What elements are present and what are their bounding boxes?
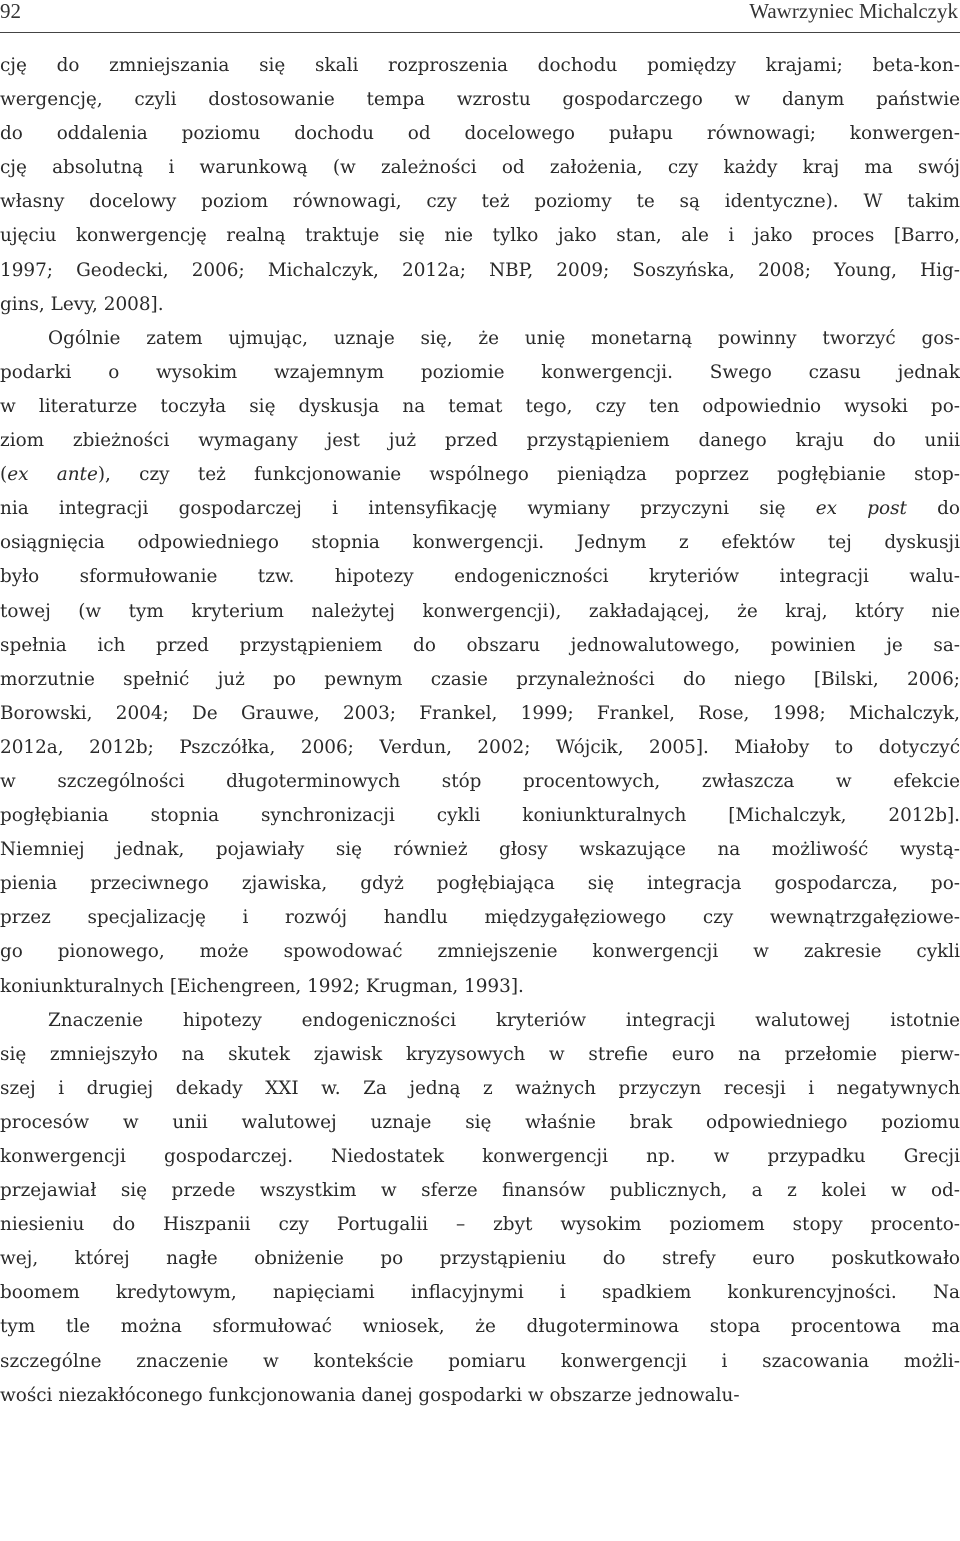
text-line: boomem kredytowym, napięciami inflacyjnymi i spadkiem konkurencyjności. Na [0, 1282, 960, 1304]
paragraph [0, 49, 960, 322]
running-head-author: Wawrzyniec Michalczyk [749, 0, 958, 23]
text-line: podarki o wysokim wzajemnym poziomie konwergencji. Swego czasu jednak [0, 361, 960, 383]
text-line: 1997; Geodecki, 2006; Michalczyk, 2012a; NBP, 2009; Soszyńska, 2008; Young, Hig- [0, 259, 960, 281]
text-line: tym tle można sformułować wniosek, że długoterminowa stopa procentowa ma [0, 1316, 960, 1338]
text-line: 2012a, 2012b; Pszczółka, 2006; Verdun, 2002; Wójcik, 2005]. Miałoby to dotyczyć [0, 736, 960, 758]
text-line: procesów w unii walutowej uznaje się właśnie brak odpowiedniego poziomu [0, 1111, 960, 1133]
text-line: w literaturze toczyła się dyskusja na temat tego, czy ten odpowiednio wysoki po- [0, 395, 960, 417]
running-head [0, 0, 960, 33]
text-line: (ex ante), czy też funkcjonowanie wspólnego pieniądza poprzez pogłębianie stop- [0, 464, 960, 486]
text-line: konwergencji gospodarczej. Niedostatek konwergencji np. w przypadku Grecji [0, 1146, 960, 1167]
text-line: w szczególności długoterminowych stóp procentowych, zwłaszcza w efekcie [0, 770, 960, 792]
text-line: osiągnięcia odpowiedniego stopnia konwergencji. Jednym z efektów tej dyskusji [0, 532, 960, 554]
text-line: się zmniejszyło na skutek zjawisk kryzysowych w strefie euro na przełomie pierw- [0, 1043, 960, 1065]
text-line: pienia przeciwnego zjawiska, gdyż pogłębiająca się integracja gospodarcza, po- [0, 873, 960, 895]
text-line: gins, Levy, 2008]. [0, 293, 164, 315]
text-line: cję absolutną i warunkową (w zależności od założenia, czy każdy kraj ma swój [0, 157, 960, 179]
text-line: było sformułowanie tzw. hipotezy endogeniczności kryteriów integracji walu- [0, 566, 960, 588]
text-line: do oddalenia poziomu dochodu od docelowego pułapu równowagi; konwergen- [0, 123, 960, 145]
text-line: ujęciu konwergencję realną traktuje się nie tylko jako stan, ale i jako proces [Barro, [0, 225, 960, 247]
text-line: pogłębiania stopnia synchronizacji cykli koniunkturalnych [Michalczyk, 2012b]. [0, 805, 960, 827]
page-number: 92 [0, 0, 21, 23]
text-line: niesieniu do Hiszpanii czy Portugalii – zbyt wysokim poziomem stopy procento- [0, 1214, 960, 1236]
text-line: morzutnie spełnić już po pewnym czasie przynależności do niego [Bilski, 2006; [0, 668, 960, 690]
text-line: towej (w tym kryterium należytej konwergencji), zakładającej, że kraj, który nie [0, 600, 960, 622]
text-line: przez specjalizację i rozwój handlu międzygałęziowego czy wewnątrzgałęziowe- [0, 907, 960, 929]
text-line: nia integracji gospodarczej i intensyfikację wymiany przyczyni się ex post do [0, 498, 960, 520]
text-line: go pionowego, może spowodować zmniejszenie konwergencji w zakresie cykli [0, 941, 960, 963]
text-line: Niemniej jednak, pojawiały się również głosy wskazujące na możliwość wystą- [0, 839, 960, 861]
text-line: Znaczenie hipotezy endogeniczności kryteriów integracji walutowej istotnie [48, 1009, 960, 1031]
body-text [0, 49, 960, 1413]
paragraph [0, 322, 960, 1004]
text-line: wej, której nagłe obniżenie po przystąpieniu do strefy euro poskutkowało [0, 1248, 960, 1270]
text-line: Ogólnie zatem ujmując, uznaje się, że unię monetarną powinny tworzyć gos- [48, 327, 960, 349]
text-line: spełnia ich przed przystąpieniem do obszaru jednowalutowego, powinien je sa- [0, 634, 960, 656]
text-line: wości niezakłóconego funkcjonowania danej gospodarki w obszarze jednowalu- [0, 1384, 740, 1406]
text-line: wergencję, czyli dostosowanie tempa wzrostu gospodarczego w danym państwie [0, 89, 960, 111]
paragraph [0, 1004, 960, 1413]
text-line: szej i drugiej dekady XXI w. Za jedną z ważnych przyczyn recesji i negatywnych [0, 1077, 960, 1099]
text-line: cję do zmniejszania się skali rozproszenia dochodu pomiędzy krajami; beta-kon- [0, 55, 960, 76]
text-line: przejawiał się przede wszystkim w sferze finansów publicznych, a z kolei w od- [0, 1180, 960, 1202]
text-line: własny docelowy poziom równowagi, czy też poziomy te są identyczne). W takim [0, 191, 960, 213]
text-line: Borowski, 2004; De Grauwe, 2003; Frankel, 1999; Frankel, Rose, 1998; Michalczyk, [0, 702, 960, 724]
text-line: ziom zbieżności wymagany jest już przed przystąpieniem danego kraju do unii [0, 430, 960, 452]
text-line: koniunkturalnych [Eichengreen, 1992; Krugman, 1993]. [0, 975, 524, 997]
text-line: szczególne znaczenie w kontekście pomiaru konwergencji i szacowania możli- [0, 1350, 960, 1372]
